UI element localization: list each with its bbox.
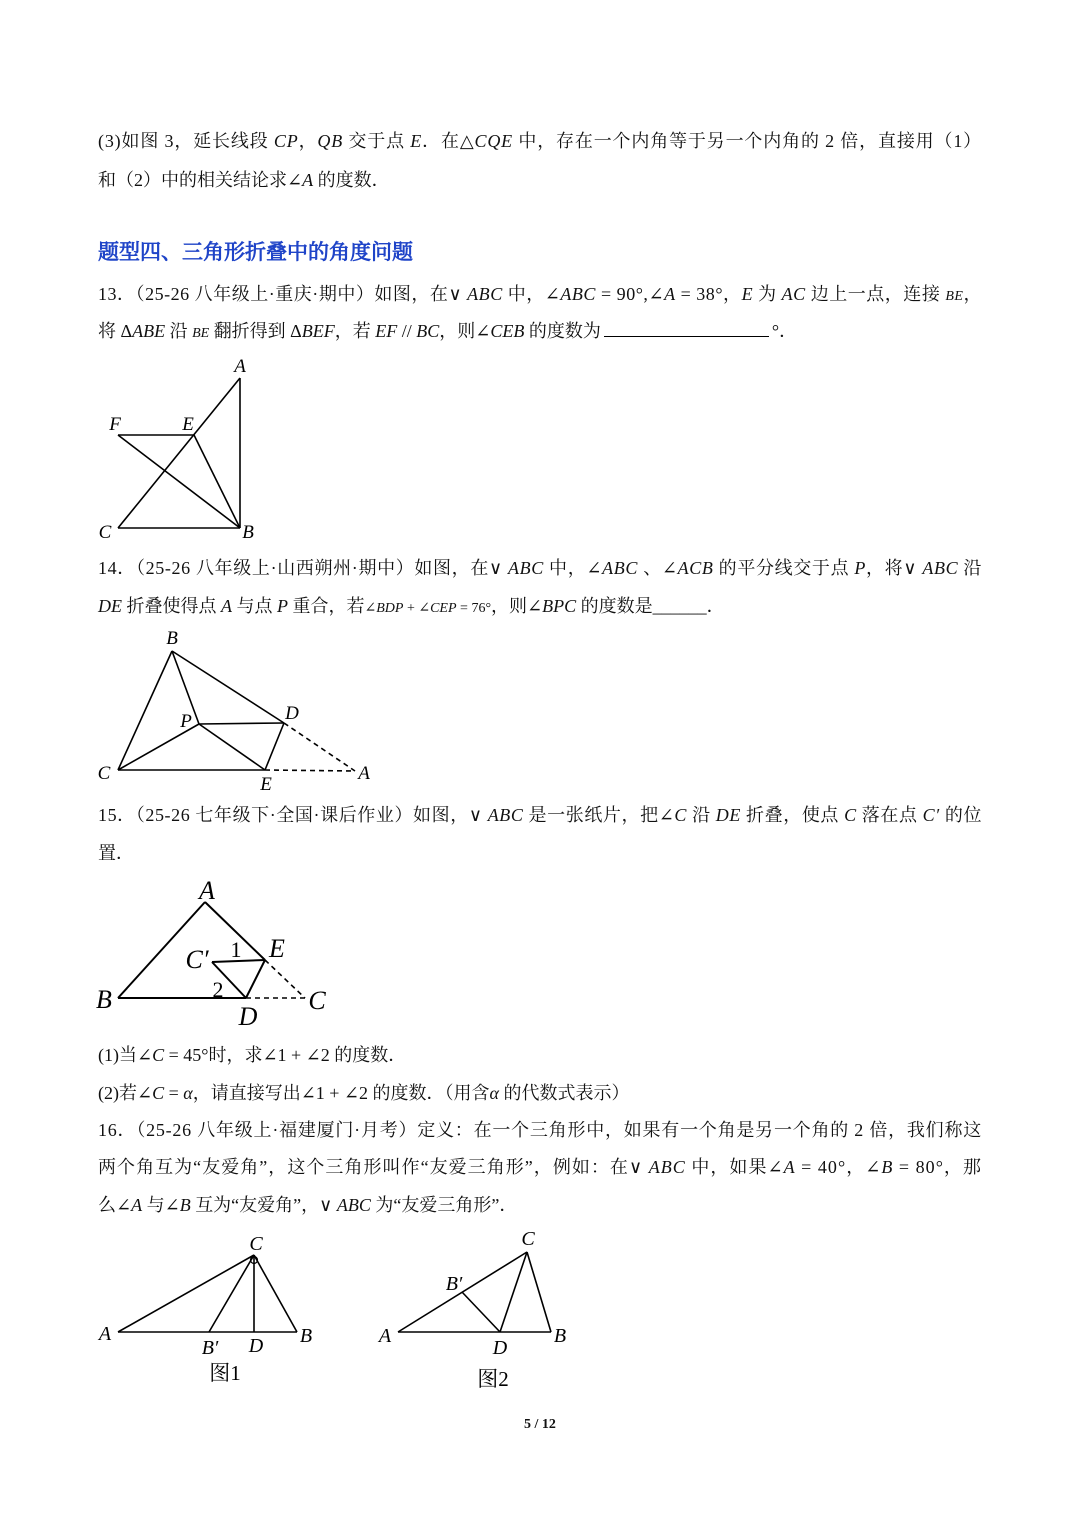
math-symbol: ABE (132, 321, 166, 341)
text-run: 折叠，使点 (740, 805, 845, 825)
text-run: 16．（25-26 八年级上·福建厦门·月考）定义：在一个三角形中，如果有一个角是另一个角的 2 倍，我们称这 (98, 1120, 982, 1140)
math-symbol: BC (416, 321, 440, 341)
fig2-label-a: A (378, 1325, 392, 1347)
math-symbol: ABC (922, 558, 959, 578)
text-run: 和（2）中的相关结论求∠ (98, 170, 303, 190)
fig1-segment-cb (254, 1255, 297, 1332)
math-symbol: A (302, 170, 314, 190)
text-run: 的平分线交于点 (713, 558, 855, 578)
math-symbol: BEF (301, 321, 335, 341)
fig2-caption: 图2 (477, 1367, 509, 1391)
fig1-label-b: B (299, 1325, 313, 1347)
label-c-prime: C′ (185, 945, 209, 974)
fig2-label-b-prime: B′ (445, 1273, 463, 1295)
text-run: 交于点 (343, 131, 411, 151)
text-run: 是一张纸片，把∠ (523, 805, 675, 825)
label-a: A (234, 356, 246, 377)
text-run: 沿 (686, 805, 716, 825)
text-run: 与∠ (142, 1195, 180, 1215)
math-symbol: BPC (542, 596, 577, 616)
figure-q16-1-segments (118, 1255, 297, 1332)
q15-sub-question-2 (98, 1074, 982, 1112)
section-heading: 题型四、三角形折叠中的角度问题 (98, 240, 413, 264)
math-symbol: QB (317, 131, 344, 151)
text-run: = 90°,∠ (595, 284, 665, 304)
math-symbol: CQE (474, 131, 514, 151)
math-symbol: ABC (467, 284, 503, 304)
math-symbol: C (152, 1083, 165, 1103)
segment-eb (194, 435, 240, 528)
text-run: ，若 (334, 321, 376, 341)
fig1-label-b-prime: B′ (201, 1337, 219, 1359)
math-text: + ∠ (403, 601, 431, 616)
figure-q14-segments (118, 651, 355, 771)
fig2-label-d: D (492, 1337, 508, 1359)
text-run: 落在点 (856, 805, 923, 825)
math-symbol: C (152, 1045, 165, 1065)
math-symbol: C (674, 805, 687, 825)
math-symbol: CP (273, 131, 299, 151)
q12-part3-line-2 (98, 161, 982, 199)
text-run: = (164, 1083, 184, 1103)
text-run: 的度数是______． (576, 596, 725, 616)
label-c: C (308, 986, 326, 1015)
text-run: = 80°，那 (893, 1157, 982, 1177)
fig1-label-c: C (249, 1233, 263, 1255)
text-run: 中，存在一个内角等于另一个内角的 2 倍，直接用（1） (513, 131, 983, 151)
text-run: // (397, 321, 417, 341)
label-a: A (199, 876, 215, 905)
math-symbol: EF (375, 321, 398, 341)
figure-q16-2-segments (398, 1252, 551, 1332)
text-run: (2)若∠ (98, 1083, 153, 1103)
math-symbol: ABC (648, 1157, 686, 1177)
text-run: 翻折得到 Δ (209, 321, 302, 341)
q13-line-2 (98, 312, 982, 350)
fig1-label-a: A (98, 1323, 112, 1345)
math-symbol: AC (781, 284, 806, 304)
q14-line-2 (98, 587, 982, 625)
math-text: ∠ (364, 601, 377, 616)
figure-q13 (90, 350, 270, 545)
fig2-segment-bprime-d (462, 1292, 500, 1332)
math-symbol: CEB (490, 321, 525, 341)
math-symbol: CEP (430, 601, 457, 616)
segment-bc (118, 651, 172, 770)
math-symbol: DE (98, 596, 122, 616)
text-run: 15．（25-26 七年级下·全国·课后作业）如图，∨ (98, 805, 488, 825)
label-angle-2: 2 (212, 977, 224, 1002)
text-run: 么∠ (98, 1195, 132, 1215)
text-run: 为“友爱三角形”． (370, 1195, 518, 1215)
q13-line-1 (98, 275, 982, 313)
text-run: 的度数． (313, 170, 390, 190)
figure-q16 (90, 1228, 590, 1398)
label-c: C (97, 763, 111, 784)
label-a: A (358, 763, 370, 784)
q14-line-1 (98, 549, 982, 587)
math-symbol: A (783, 1157, 796, 1177)
text-run: 边上一点，连接 (805, 284, 946, 304)
math-symbol: E (741, 284, 754, 304)
text-run: 中，∠ (502, 284, 561, 304)
fig1-label-d: D (248, 1335, 264, 1357)
text-run: ，则∠ (491, 596, 543, 616)
figure-q13-segments (118, 378, 240, 528)
text-run: = 45°时，求∠1 + ∠2 的度数． (164, 1045, 407, 1065)
math-symbol: A (221, 596, 232, 616)
text-run: = 38°， (675, 284, 742, 304)
dashed-segment-da (284, 723, 355, 771)
text-run: = 40°，∠ (795, 1157, 882, 1177)
text-run: ， (298, 131, 318, 151)
q15-sub-question-1 (98, 1036, 982, 1074)
math-symbol: ACB (677, 558, 714, 578)
math-symbol: E (410, 131, 423, 151)
segment-fb (118, 435, 240, 528)
math-symbol: α (183, 1083, 193, 1103)
text-run: 与点 (232, 596, 277, 616)
text-run: 为 (753, 284, 782, 304)
segment-pd (199, 723, 284, 724)
figure-q15 (90, 875, 340, 1035)
math-symbol: P (277, 596, 288, 616)
fig2-label-b: B (553, 1325, 567, 1347)
text-run: 置． (98, 843, 134, 863)
text-run: (3)如图 3，延长线段 (98, 131, 274, 151)
math-symbol: C′ (922, 805, 940, 825)
text-run: 、∠ (638, 558, 678, 578)
q15-line-2 (98, 834, 982, 872)
figure-q14 (90, 625, 380, 795)
dashed-segment-ec (265, 960, 305, 998)
text-run: ，则∠ (439, 321, 491, 341)
fig2-label-c: C (521, 1228, 535, 1250)
text-run: 中，如果∠ (685, 1157, 784, 1177)
math-symbol: B (179, 1195, 191, 1215)
math-symbol: ABC (560, 284, 596, 304)
label-b: B (242, 522, 254, 543)
math-symbol: ABC (507, 558, 544, 578)
label-e: E (260, 774, 272, 795)
math-symbol: B (881, 1157, 894, 1177)
text-run: ．在△ (422, 131, 475, 151)
segment-ed (246, 960, 265, 998)
segment-pe (199, 724, 265, 770)
text-run: ， (963, 284, 983, 304)
math-symbol: BE (192, 326, 210, 341)
label-b: B (96, 985, 112, 1014)
math-symbol: C (844, 805, 857, 825)
text-run: 重合，若 (288, 596, 365, 616)
text-run: (1)当∠ (98, 1045, 153, 1065)
label-b: B (166, 628, 178, 649)
math-symbol: ABC (487, 805, 524, 825)
math-symbol: BDP (376, 601, 404, 616)
dashed-segment-ea (265, 770, 355, 771)
label-f: F (109, 414, 121, 435)
text-run: 中，∠ (543, 558, 603, 578)
math-symbol: A (664, 284, 676, 304)
label-c: C (98, 522, 112, 543)
math-symbol: α (489, 1083, 499, 1103)
text-run: 沿 (165, 321, 193, 341)
text-run: 的度数为 (524, 321, 601, 341)
math-text: = 76° (456, 601, 492, 616)
q12-part3-line-1 (98, 122, 982, 160)
label-angle-1: 1 (230, 937, 242, 962)
text-run: ，请直接写出∠1 + ∠2 的度数．（用含 (192, 1083, 490, 1103)
segment-ac (118, 378, 240, 528)
text-run: 折叠使得点 (122, 596, 221, 616)
label-e: E (269, 934, 285, 963)
math-symbol: ABC (602, 558, 639, 578)
answer-blank (604, 320, 769, 337)
fig1-segment-cbprime (209, 1255, 254, 1332)
text-run: 互为“友爱角”，∨ (190, 1195, 337, 1215)
text-run: 沿 (958, 558, 983, 578)
page-number: 5 / 12 (524, 1417, 556, 1432)
text-run: 两个角互为“友爱角”，这个三角形叫作“友爱三角形”，例如：在∨ (98, 1157, 649, 1177)
q16-line-1 (98, 1111, 982, 1149)
q16-line-3 (98, 1186, 982, 1224)
q16-line-2 (98, 1148, 982, 1186)
fig1-segment-ac (118, 1255, 254, 1332)
math-symbol: BE (945, 289, 964, 304)
fig1-caption: 图1 (209, 1361, 241, 1385)
label-p: P (180, 711, 192, 732)
text-run: 将 Δ (98, 321, 133, 341)
fig2-segment-cb (527, 1252, 551, 1332)
text-run: 14．（25-26 八年级上·山西朔州·期中）如图，在∨ (98, 558, 508, 578)
q15-line-1 (98, 796, 982, 834)
label-d: D (238, 1002, 258, 1031)
math-symbol: DE (715, 805, 741, 825)
label-d: D (285, 703, 299, 724)
math-symbol: P (854, 558, 867, 578)
fig2-segment-cd (500, 1252, 527, 1332)
text-run: 的位 (939, 805, 983, 825)
label-e: E (182, 414, 194, 435)
text-run: °． (771, 321, 798, 341)
text-run: 的代数式表示） (498, 1083, 630, 1103)
math-symbol: ABC (336, 1195, 371, 1215)
text-run: 13．（25-26 八年级上·重庆·期中）如图，在∨ (98, 284, 468, 304)
segment-de (265, 723, 284, 770)
math-symbol: A (131, 1195, 143, 1215)
text-run: ，将∨ (866, 558, 923, 578)
